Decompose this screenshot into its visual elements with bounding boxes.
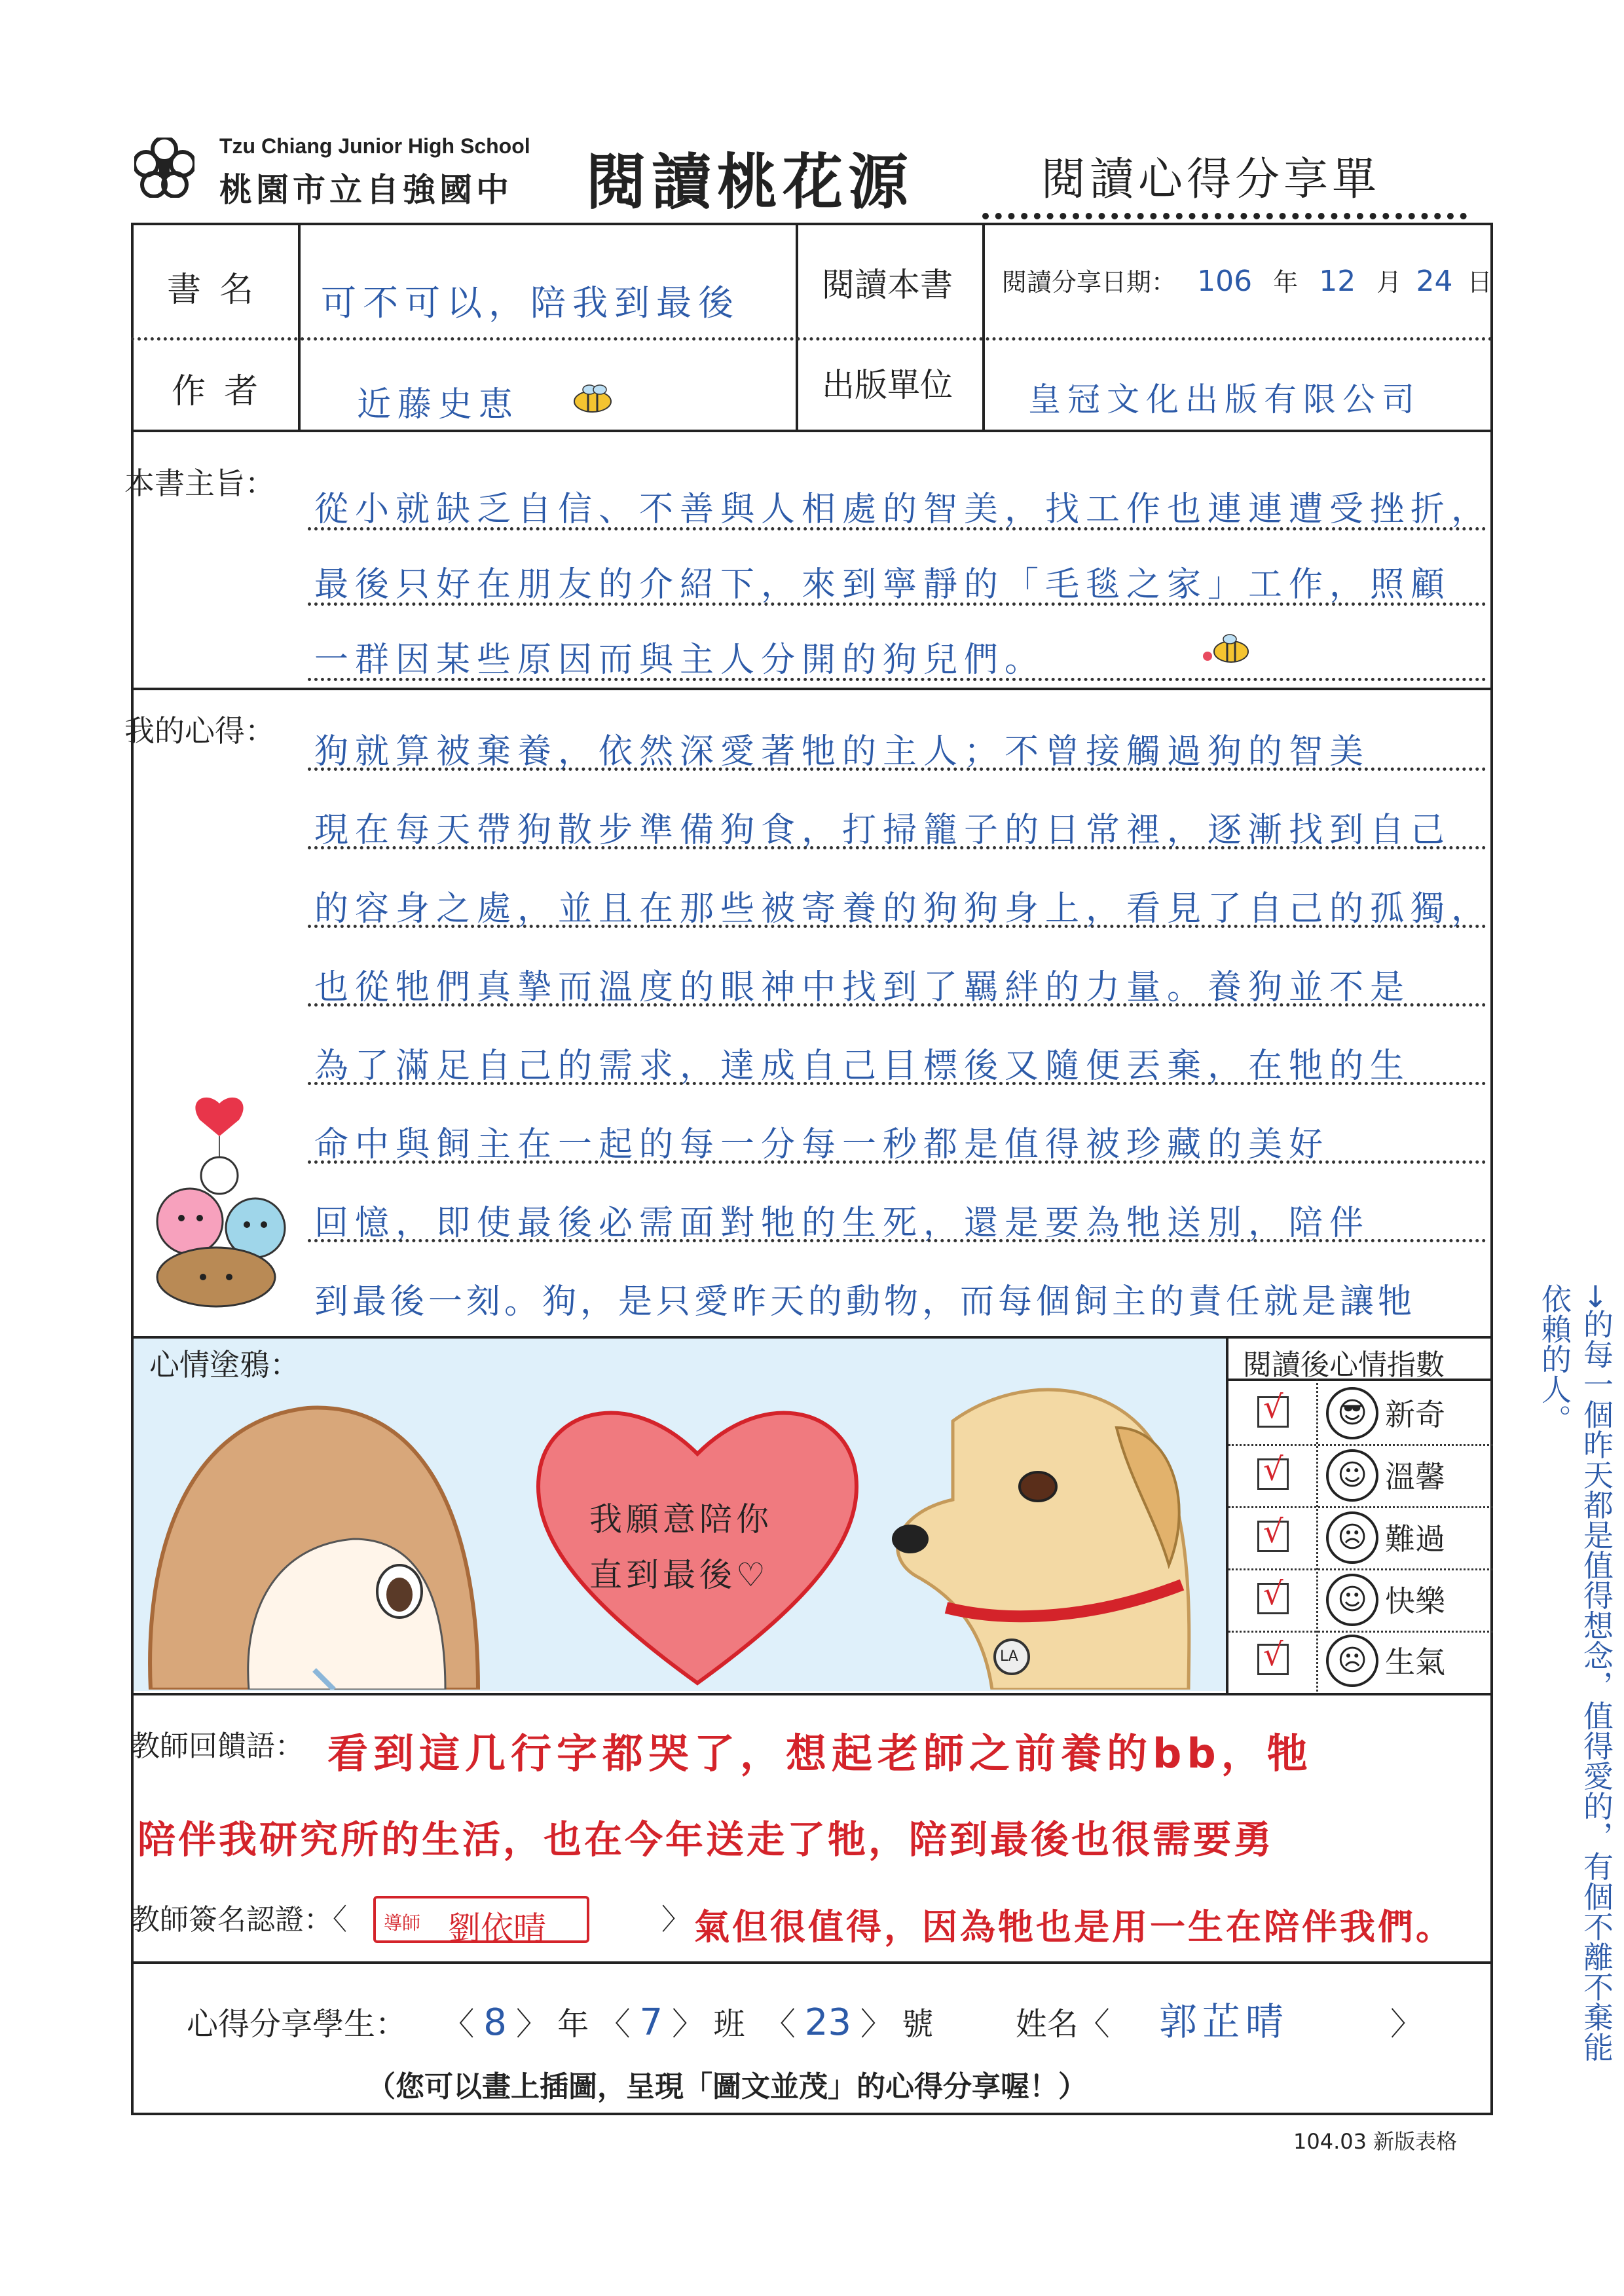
student-label: 心得分享學生： xyxy=(187,2006,407,2043)
reflection-line-8: 到最後一刻。狗，是只愛昨天的動物，而每個飼主的責任就是讓牠 xyxy=(314,1282,1416,1322)
bee-sticker-icon xyxy=(1198,629,1257,671)
divider xyxy=(298,223,301,432)
mood-item-warm xyxy=(1231,1444,1493,1506)
student-grade: 8 xyxy=(483,2001,507,2044)
reflection-line-6: 命中與飼主在一起的每一分每一秒都是值得被珍藏的美好 xyxy=(314,1125,1330,1164)
angry-face-icon: ☹ xyxy=(1326,1635,1378,1687)
divider xyxy=(308,1003,1486,1007)
divider xyxy=(131,1693,1493,1695)
reflection-line-5: 為了滿足自己的需求，達成自己目標後又隨便丟棄，在牠的生 xyxy=(314,1046,1411,1086)
divider xyxy=(308,602,1486,606)
divider xyxy=(131,1961,1493,1964)
bee-sticker-icon xyxy=(563,383,622,418)
mood-label-angry: 生氣 xyxy=(1385,1644,1445,1680)
teacher-feedback-line-1: 看到這几行字都哭了，想起老師之前養的bb，牠 xyxy=(327,1730,1313,1777)
book-name-label: 書名 xyxy=(167,270,272,310)
divider xyxy=(1226,1379,1493,1381)
dog-illustration-icon xyxy=(881,1369,1221,1690)
dog-drawing xyxy=(881,1369,1221,1692)
student-name: 郭芷晴 xyxy=(1158,1999,1289,2044)
divider xyxy=(131,688,1493,690)
crying-face-icon: ☹ xyxy=(1326,1511,1378,1564)
divider xyxy=(308,527,1486,530)
check-mark-icon: √ xyxy=(1263,1637,1283,1673)
reflection-line-1: 狗就算被棄養，依然深愛著牠的主人；不曾接觸過狗的智美 xyxy=(314,732,1371,771)
flower-logo-icon xyxy=(134,138,194,198)
mood-checkbox-sad[interactable] xyxy=(1257,1513,1289,1552)
check-mark-icon: √ xyxy=(1263,1389,1283,1426)
divider xyxy=(796,223,798,432)
theme-line-2: 最後只好在朋友的介紹下，來到寧靜的「毛毯之家」工作，照顧 xyxy=(314,565,1452,604)
divider xyxy=(308,1239,1486,1242)
theme-line-1: 從小就缺乏自信、不善與人相處的智美，找工作也連連遭受挫折， xyxy=(314,490,1492,529)
student-class: 7 xyxy=(639,2001,663,2044)
mood-checkbox-warm[interactable] xyxy=(1257,1451,1289,1490)
divider xyxy=(308,925,1486,928)
teacher-feedback-line-2: 陪伴我研究所的生活，也在今年送走了牠，陪到最後也很需要勇 xyxy=(138,1817,1275,1862)
mood-item-angry xyxy=(1231,1629,1493,1692)
teacher-sign-close: 〉 xyxy=(661,1903,690,1936)
theme-line-3: 一群因某些原因而與主人分開的狗兒們。 xyxy=(314,640,1046,680)
mood-item-happy xyxy=(1231,1568,1493,1631)
mood-checkbox-angry[interactable] xyxy=(1257,1637,1289,1675)
mood-label-happy: 快樂 xyxy=(1385,1583,1445,1619)
teacher-stamp xyxy=(373,1896,589,1948)
heart-text-1: 我願意陪你 xyxy=(589,1500,773,1538)
mood-index-title: 閱讀後心情指數 xyxy=(1243,1348,1445,1382)
girl-drawing xyxy=(138,1382,504,1692)
header-dotted-line xyxy=(982,213,1467,219)
school-name-zh: 桃園市立自強國中 xyxy=(219,171,513,209)
date-label: 閱讀分享日期： xyxy=(1002,268,1177,297)
stamp-prefix: 導師 xyxy=(384,1912,421,1934)
school-name-en: Tzu Chiang Junior High School xyxy=(219,134,530,158)
name-close: 〉 xyxy=(1390,2006,1422,2043)
check-mark-icon: √ xyxy=(1263,1513,1283,1550)
reflection-line-3: 的容身之處，並且在那些被寄養的狗狗身上，看見了自己的孤獨， xyxy=(314,889,1492,929)
reflection-label: 我的心得： xyxy=(124,713,275,749)
student-row: 心得分享學生： 〈 8 〉 年 〈 7 〉 班 〈 23 〉 號 姓名〈 郭芷晴 〉 xyxy=(187,1999,1422,2044)
mood-label-warm: 溫馨 xyxy=(1385,1459,1445,1494)
divider xyxy=(308,1082,1486,1085)
share-date xyxy=(1002,262,1492,298)
teacher-feedback-label: 教師回饋語： xyxy=(131,1730,304,1763)
divider xyxy=(1226,1336,1228,1693)
mood-checkbox-happy[interactable] xyxy=(1257,1576,1289,1614)
divider xyxy=(308,678,1486,681)
doodle-label: 心情塗鴉： xyxy=(149,1347,300,1382)
divider xyxy=(131,337,1493,341)
form-version: 104.03 新版表格 xyxy=(1293,2129,1458,2154)
divider xyxy=(308,846,1486,849)
check-mark-icon: √ xyxy=(1263,1451,1283,1488)
bear-sticker xyxy=(141,1090,298,1316)
theme-label: 本書主旨： xyxy=(124,466,275,501)
happy-face-icon: ☺ xyxy=(1326,1574,1378,1626)
mood-item-novel xyxy=(1231,1382,1493,1444)
publisher-label: 出版單位 xyxy=(822,366,953,404)
margin-note: →的每一個昨天都是值得想念，值得愛的，有個不離不棄能依賴的人。 xyxy=(1537,1284,1614,2062)
reflection-line-2: 現在每天帶狗散步準備狗食，打掃籠子的日常裡，逐漸找到自己 xyxy=(314,811,1452,850)
date-month: 12 xyxy=(1319,265,1356,298)
footer-hint: （您可以畫上插圖，呈現「圖文並茂」的心得分享喔！） xyxy=(367,2070,1087,2103)
teacher-sign-label: 教師簽名認證：〈 xyxy=(131,1903,347,1936)
author-value: 近藤史恵 xyxy=(357,385,520,424)
school-logo xyxy=(134,138,194,198)
date-year: 106 xyxy=(1197,265,1253,298)
date-year-unit: 年 xyxy=(1273,268,1299,297)
divider xyxy=(131,430,1493,432)
date-month-unit: 月 xyxy=(1376,268,1402,297)
divider xyxy=(308,1160,1486,1164)
author-label: 作者 xyxy=(172,372,277,411)
mood-item-sad xyxy=(1231,1506,1493,1568)
smile-face-icon: ☺ xyxy=(1326,1449,1378,1502)
mood-label-sad: 難過 xyxy=(1385,1521,1445,1557)
reflection-line-7: 回憶，即使最後必需面對牠的生死，還是要為牠送別，陪伴 xyxy=(314,1204,1371,1243)
mood-label-novel: 新奇 xyxy=(1385,1397,1445,1432)
date-day-unit: 日 xyxy=(1467,268,1492,297)
girl-illustration-icon xyxy=(138,1382,504,1690)
mood-checkbox-novel[interactable] xyxy=(1257,1389,1289,1428)
reflection-line-4: 也從牠們真摯而溫度的眼神中找到了羈絆的力量。養狗並不是 xyxy=(314,968,1411,1007)
dog-tag-text: LA xyxy=(1000,1648,1018,1665)
heart-text-2: 直到最後♡ xyxy=(589,1556,769,1594)
form-title: 閱讀心得分享單 xyxy=(1041,154,1381,206)
date-day: 24 xyxy=(1416,265,1453,298)
bears-icon xyxy=(141,1090,298,1313)
check-mark-icon: √ xyxy=(1263,1576,1283,1612)
cool-face-icon: 😎 xyxy=(1326,1387,1378,1439)
grade-unit: 年 xyxy=(557,2006,589,2043)
divider xyxy=(308,768,1486,771)
teacher-feedback-line-3: 氣但很值得，因為牠也是用一生在陪伴我們。 xyxy=(694,1906,1454,1948)
program-title: 閱讀桃花源 xyxy=(586,147,914,217)
stamp-name: 劉依晴 xyxy=(448,1910,546,1948)
class-unit: 班 xyxy=(713,2006,745,2043)
name-label: 姓名〈 xyxy=(1015,2006,1110,2043)
publisher-value: 皇冠文化出版有限公司 xyxy=(1028,380,1421,418)
read-book-label: 閱讀本書 xyxy=(822,266,953,304)
number-unit: 號 xyxy=(902,2006,934,2043)
book-name-value: 可不可以，陪我到最後 xyxy=(321,282,740,324)
divider xyxy=(982,223,985,432)
student-number: 23 xyxy=(804,2001,851,2044)
